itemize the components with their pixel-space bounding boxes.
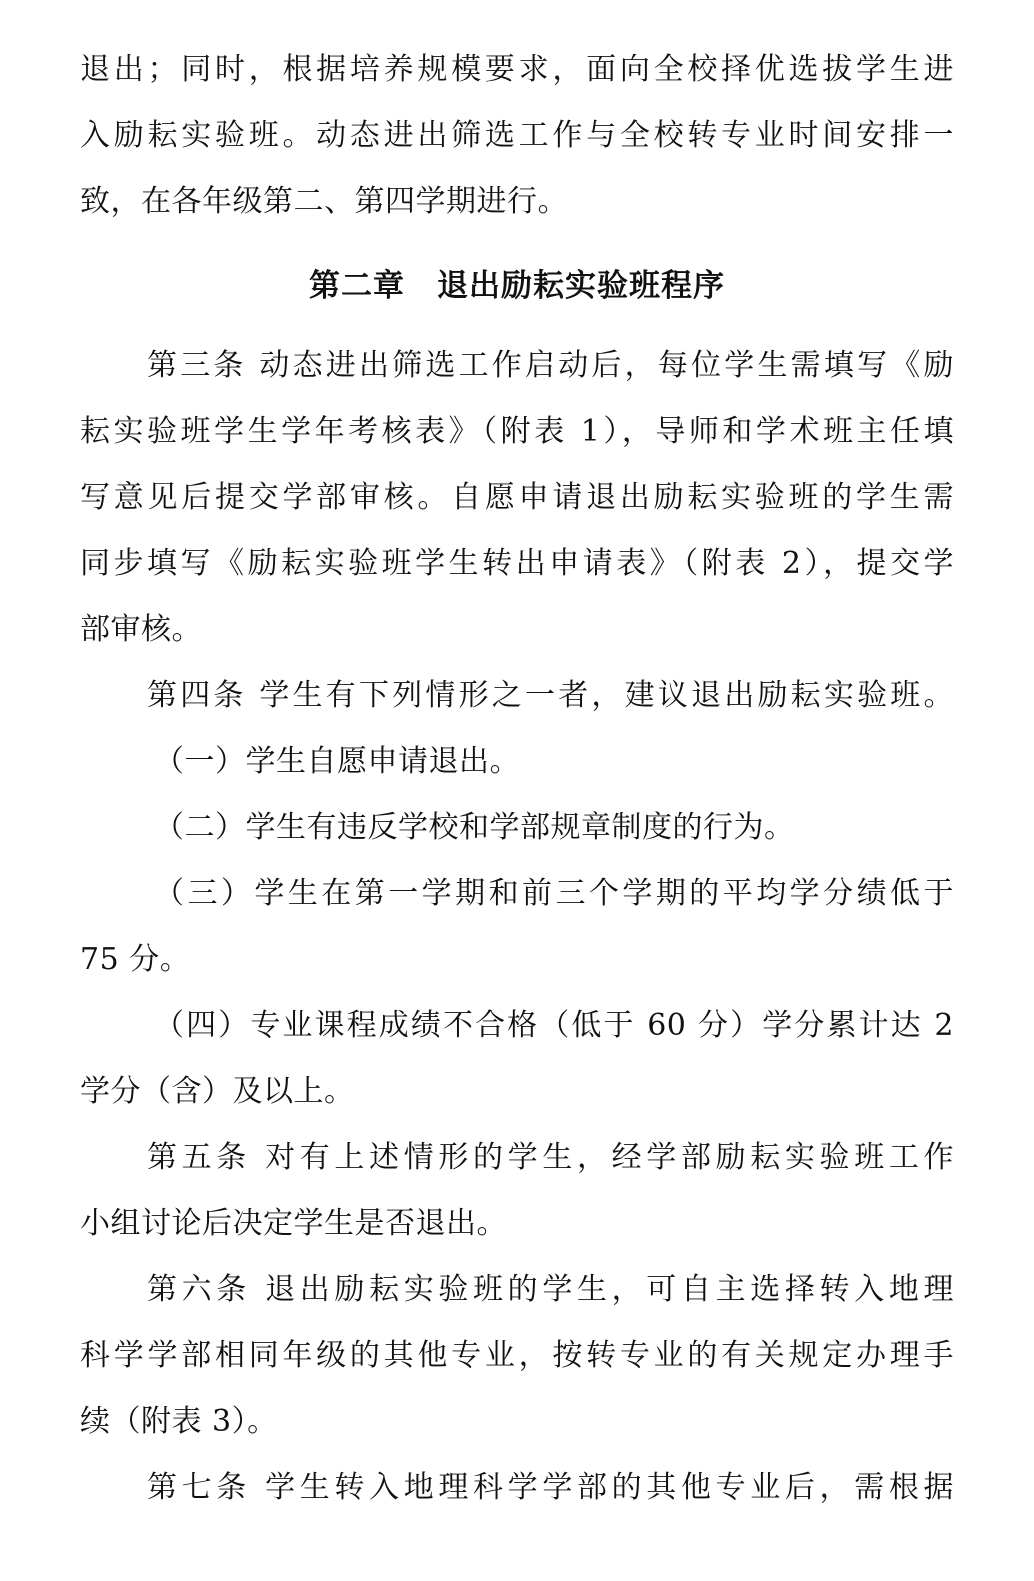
article-3-line: 耘实验班学生学年考核表》（附表 1），导师和学术班主任填 <box>80 414 954 449</box>
article-4-item-3-cont: 75 分。 <box>80 942 191 977</box>
article-3-line: 写意见后提交学部审核。自愿申请退出励耘实验班的学生需 <box>80 480 954 515</box>
article-4-line: 第四条 学生有下列情形之一者，建议退出励耘实验班。 <box>147 678 954 713</box>
article-4-item-2: （二）学生有违反学校和学部规章制度的行为。 <box>154 810 795 845</box>
article-6-line: 续（附表 3）。 <box>80 1404 278 1439</box>
article-5-line: 第五条 对有上述情形的学生，经学部励耘实验班工作 <box>147 1140 954 1175</box>
article-4-item-1: （一）学生自愿申请退出。 <box>154 744 520 779</box>
article-6-line: 科学学部相同年级的其他专业，按转专业的有关规定办理手 <box>80 1338 954 1373</box>
body-text-line: 致，在各年级第二、第四学期进行。 <box>80 184 568 219</box>
body-text-line: 入励耘实验班。动态进出筛选工作与全校转专业时间安排一 <box>80 118 954 153</box>
article-4-item-4-cont: 学分（含）及以上。 <box>80 1074 355 1109</box>
article-5-line: 小组讨论后决定学生是否退出。 <box>80 1206 507 1241</box>
article-4-item-3: （三）学生在第一学期和前三个学期的平均学分绩低于 <box>154 876 954 911</box>
article-6-line: 第六条 退出励耘实验班的学生，可自主选择转入地理 <box>147 1272 954 1307</box>
body-text-line: 退出；同时，根据培养规模要求，面向全校择优选拔学生进 <box>80 52 954 87</box>
article-3-line: 部审核。 <box>80 612 202 647</box>
article-7-line: 第七条 学生转入地理科学学部的其他专业后，需根据 <box>147 1470 954 1505</box>
article-3-line: 第三条 动态进出筛选工作启动后，每位学生需填写《励 <box>147 348 954 383</box>
chapter-heading: 第二章 退出励耘实验班程序 <box>309 268 725 304</box>
article-4-item-4: （四）专业课程成绩不合格（低于 60 分）学分累计达 2 <box>154 1008 954 1043</box>
article-3-line: 同步填写《励耘实验班学生转出申请表》（附表 2），提交学 <box>80 546 954 581</box>
